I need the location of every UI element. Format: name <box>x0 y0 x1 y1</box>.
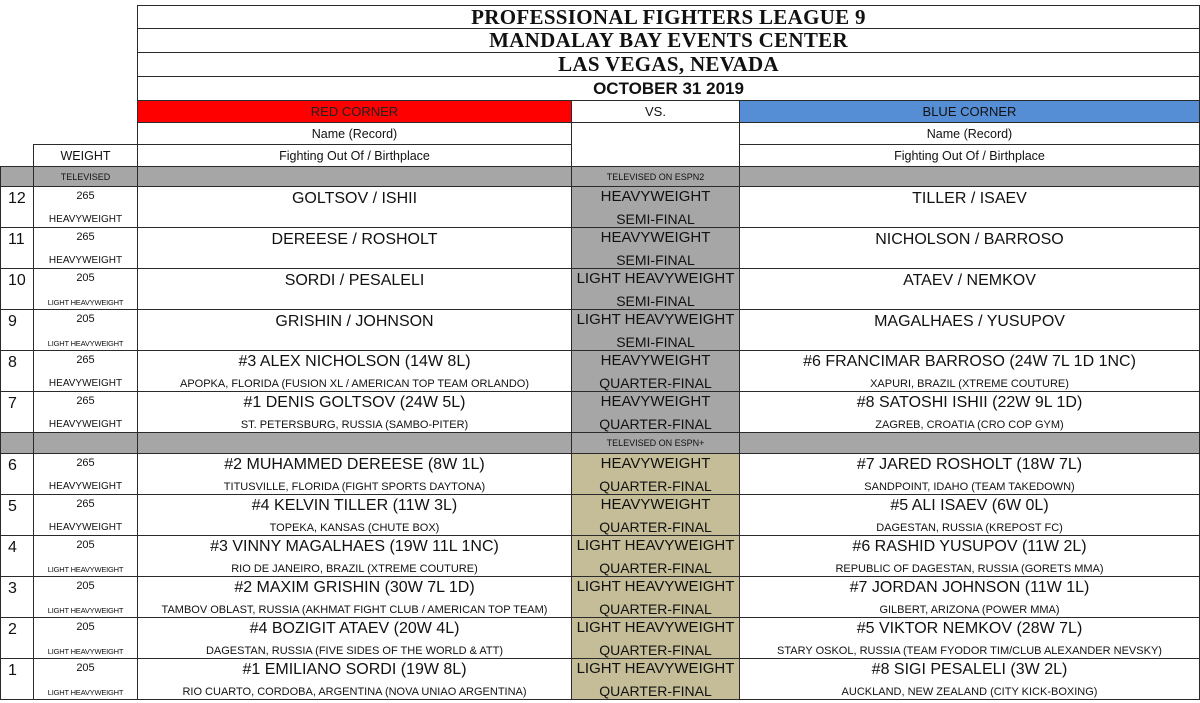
weight-class: LIGHT HEAVYWEIGHT <box>47 606 124 615</box>
weight-limit: 265 <box>76 498 95 510</box>
red-fighter-from: APOPKA, FLORIDA (FUSION XL / AMERICAN TOP TEAM ORLANDO) <box>179 378 530 390</box>
weight-class: HEAVYWEIGHT <box>48 419 123 430</box>
blue-corner-fighter <box>739 268 1200 310</box>
blue-fighter-name: #5 ALI ISAEV (6W 0L) <box>890 497 1049 514</box>
bout-number-text: 5 <box>8 498 17 515</box>
round-label: QUARTER-FINAL <box>599 375 712 391</box>
blue-corner-fighter <box>739 391 1200 433</box>
red-fighter-from: TITUSVILLE, FLORIDA (FIGHT SPORTS DAYTONA) <box>223 481 486 493</box>
bout-number <box>0 535 34 577</box>
blue-fighter-name: TILLER / ISAEV <box>912 190 1027 207</box>
blue-corner-fighter <box>739 186 1200 228</box>
bout-weight <box>33 658 138 700</box>
division-label: HEAVYWEIGHT <box>600 393 711 410</box>
division-label: HEAVYWEIGHT <box>600 229 711 246</box>
blue-fighter-from: STARY OSKOL, RUSSIA (TEAM FYODOR TIM/CLUB ALEXANDER NEVSKY) <box>777 645 1162 657</box>
bout-number <box>0 453 34 495</box>
round-label: SEMI-FINAL <box>616 293 695 309</box>
vs-header <box>571 100 740 123</box>
weight-limit: 205 <box>76 621 95 633</box>
weight-header <box>33 144 138 167</box>
blue-corner-fighter <box>739 535 1200 577</box>
red-fighter-name: SORDI / PESALELI <box>284 272 425 289</box>
division-label: HEAVYWEIGHT <box>600 188 711 205</box>
round-label: QUARTER-FINAL <box>599 478 712 494</box>
vs-blank-header <box>571 122 740 167</box>
division-label: LIGHT HEAVYWEIGHT <box>576 311 735 328</box>
blue-fighting-out-of-header <box>739 144 1200 167</box>
blue-corner-header <box>739 100 1200 123</box>
weight-limit: 205 <box>76 539 95 551</box>
red-name-record-label: Name (Record) <box>311 126 398 141</box>
red-fighter-name: #2 MAXIM GRISHIN (30W 7L 1D) <box>234 579 475 596</box>
division-label: HEAVYWEIGHT <box>600 496 711 513</box>
blue-corner-fighter <box>739 453 1200 495</box>
bout-number-text: 3 <box>8 580 17 597</box>
section-espn2-label <box>571 166 740 187</box>
weight-class: HEAVYWEIGHT <box>48 481 123 492</box>
bout-number-text: 6 <box>8 457 17 474</box>
blue-fighter-name: NICHOLSON / BARROSO <box>875 231 1064 248</box>
red-corner-fighter <box>137 494 572 536</box>
red-fighter-name: #3 ALEX NICHOLSON (14W 8L) <box>238 353 471 370</box>
bout-division <box>571 576 740 618</box>
blue-name-record-label: Name (Record) <box>926 126 1013 141</box>
blue-corner-fighter <box>739 576 1200 618</box>
weight-class: LIGHT HEAVYWEIGHT <box>47 647 124 656</box>
bout-weight <box>33 535 138 577</box>
bout-number-text: 7 <box>8 395 17 412</box>
round-label: SEMI-FINAL <box>616 252 695 268</box>
weight-class: HEAVYWEIGHT <box>48 378 123 389</box>
weight-limit: 265 <box>76 457 95 469</box>
section-espn2-red <box>137 166 572 187</box>
division-label: HEAVYWEIGHT <box>600 352 711 369</box>
event-date-text: OCTOBER 31 2019 <box>593 78 744 98</box>
blue-corner-fighter <box>739 494 1200 536</box>
blue-fighting-out-of-label: Fighting Out Of / Birthplace <box>894 148 1045 163</box>
red-fighter-from: RIO CUARTO, CORDOBA, ARGENTINA (NOVA UNIAO ARGENTINA) <box>182 686 527 698</box>
bout-division <box>571 494 740 536</box>
blue-corner-fighter <box>739 350 1200 392</box>
red-fighter-name: GOLTSOV / ISHII <box>291 190 418 207</box>
red-fighter-name: #4 BOZIGIT ATAEV (20W 4L) <box>249 620 460 637</box>
red-corner-fighter <box>137 350 572 392</box>
blue-fighter-name: #8 SIGI PESALELI (3W 2L) <box>871 661 1068 678</box>
bout-weight <box>33 309 138 351</box>
red-fighter-from: TAMBOV OBLAST, RUSSIA (AKHMAT FIGHT CLUB / AMERICAN TOP TEAM) <box>161 604 548 616</box>
blue-fighter-name: #8 SATOSHI ISHII (22W 9L 1D) <box>856 394 1083 411</box>
red-fighter-name: GRISHIN / JOHNSON <box>275 313 434 330</box>
bout-weight <box>33 350 138 392</box>
blue-fighter-name: #6 FRANCIMAR BARROSO (24W 7L 1D 1NC) <box>803 353 1136 370</box>
weight-class: HEAVYWEIGHT <box>48 522 123 533</box>
weight-limit: 265 <box>76 190 95 202</box>
round-label: SEMI-FINAL <box>616 211 695 227</box>
event-title-text: PROFESSIONAL FIGHTERS LEAGUE 9 <box>471 5 866 29</box>
bout-division <box>571 391 740 433</box>
division-label: LIGHT HEAVYWEIGHT <box>576 619 735 636</box>
weight-class: HEAVYWEIGHT <box>48 214 123 225</box>
round-label: SEMI-FINAL <box>616 334 695 350</box>
bout-number-text: 8 <box>8 354 17 371</box>
bout-number-text: 1 <box>8 662 17 679</box>
division-label: HEAVYWEIGHT <box>600 455 711 472</box>
red-corner-fighter <box>137 227 572 269</box>
bout-division <box>571 186 740 228</box>
bout-division <box>571 350 740 392</box>
weight-class: HEAVYWEIGHT <box>48 255 123 266</box>
bout-number-text: 9 <box>8 313 17 330</box>
bout-number-text: 10 <box>8 272 26 289</box>
bout-number <box>0 576 34 618</box>
red-corner-label: RED CORNER <box>310 104 399 119</box>
venue-text: MANDALAY BAY EVENTS CENTER <box>489 28 848 52</box>
weight-limit: 205 <box>76 313 95 325</box>
red-corner-fighter <box>137 453 572 495</box>
blue-corner-fighter <box>739 227 1200 269</box>
blue-fighter-name: MAGALHAES / YUSUPOV <box>874 313 1065 330</box>
televised-label: TELEVISED <box>60 171 111 182</box>
bout-division <box>571 535 740 577</box>
weight-class: LIGHT HEAVYWEIGHT <box>47 688 124 697</box>
red-name-record-header <box>137 122 572 145</box>
red-fighter-from: RIO DE JANEIRO, BRAZIL (XTREME COUTURE) <box>231 563 478 575</box>
blue-fighter-from: DAGESTAN, RUSSIA (KREPOST FC) <box>876 522 1063 534</box>
red-fighter-name: #1 DENIS GOLTSOV (24W 5L) <box>243 394 466 411</box>
blue-corner-label: BLUE CORNER <box>922 104 1017 119</box>
weight-label: WEIGHT <box>60 148 111 163</box>
red-fighter-name: #1 EMILIANO SORDI (19W 8L) <box>242 661 467 678</box>
bout-weight <box>33 268 138 310</box>
weight-limit: 265 <box>76 395 95 407</box>
bout-weight <box>33 391 138 433</box>
weight-class: LIGHT HEAVYWEIGHT <box>47 298 124 307</box>
blue-fighter-from: SANDPOINT, IDAHO (TEAM TAKEDOWN) <box>864 481 1075 493</box>
blue-fighter-from: GILBERT, ARIZONA (POWER MMA) <box>879 604 1060 616</box>
blue-fighter-name: #6 RASHID YUSUPOV (11W 2L) <box>852 538 1087 555</box>
bout-number <box>0 309 34 351</box>
red-corner-fighter <box>137 391 572 433</box>
venue-title <box>137 28 1200 53</box>
division-label: LIGHT HEAVYWEIGHT <box>576 270 735 287</box>
round-label: QUARTER-FINAL <box>599 642 712 658</box>
section-espnplus-left <box>33 432 138 454</box>
section-espn2-num <box>0 166 34 187</box>
bout-division <box>571 227 740 269</box>
blue-fighter-from: AUCKLAND, NEW ZEALAND (CITY KICK-BOXING) <box>841 686 1098 698</box>
bout-weight <box>33 617 138 659</box>
blue-corner-fighter <box>739 309 1200 351</box>
section-espn2-televised <box>33 166 138 187</box>
red-fighter-from: ST. PETERSBURG, RUSSIA (SAMBO-PITER) <box>240 419 469 431</box>
bout-division <box>571 268 740 310</box>
blue-name-record-header <box>739 122 1200 145</box>
bout-number-text: 12 <box>8 190 26 207</box>
bout-number <box>0 227 34 269</box>
section-espnplus-red <box>137 432 572 454</box>
vs-label: VS. <box>645 104 666 119</box>
bout-number <box>0 658 34 700</box>
bout-number <box>0 186 34 228</box>
bout-number-text: 2 <box>8 621 17 638</box>
red-fighter-from: DAGESTAN, RUSSIA (FIVE SIDES OF THE WORLD & ATT) <box>205 645 504 657</box>
location-text: LAS VEGAS, NEVADA <box>558 52 779 76</box>
bout-number-text: 11 <box>8 231 25 248</box>
weight-limit: 265 <box>76 231 95 243</box>
weight-class: LIGHT HEAVYWEIGHT <box>47 565 124 574</box>
round-label: QUARTER-FINAL <box>599 683 712 699</box>
blue-fighter-name: #7 JARED ROSHOLT (18W 7L) <box>856 456 1083 473</box>
bout-division <box>571 453 740 495</box>
bout-division <box>571 309 740 351</box>
bout-number <box>0 494 34 536</box>
bout-number <box>0 350 34 392</box>
round-label: QUARTER-FINAL <box>599 601 712 617</box>
bout-division <box>571 658 740 700</box>
round-label: QUARTER-FINAL <box>599 519 712 535</box>
bout-weight <box>33 494 138 536</box>
red-corner-fighter <box>137 658 572 700</box>
weight-limit: 205 <box>76 662 95 674</box>
event-title <box>137 5 1200 29</box>
section-espnplus-label <box>571 432 740 454</box>
red-fighting-out-of-header <box>137 144 572 167</box>
location-title <box>137 52 1200 77</box>
section-espn2-blue <box>739 166 1200 187</box>
bout-division <box>571 617 740 659</box>
blue-corner-fighter <box>739 658 1200 700</box>
event-date <box>137 76 1200 101</box>
red-corner-fighter <box>137 309 572 351</box>
blue-fighter-name: #7 JORDAN JOHNSON (11W 1L) <box>849 579 1090 596</box>
red-corner-fighter <box>137 186 572 228</box>
red-corner-fighter <box>137 576 572 618</box>
blue-corner-fighter <box>739 617 1200 659</box>
division-label: LIGHT HEAVYWEIGHT <box>576 578 735 595</box>
red-corner-fighter <box>137 268 572 310</box>
bout-weight <box>33 453 138 495</box>
round-label: QUARTER-FINAL <box>599 416 712 432</box>
round-label: QUARTER-FINAL <box>599 560 712 576</box>
blue-fighter-from: ZAGREB, CROATIA (CRO COP GYM) <box>875 419 1064 431</box>
red-corner-fighter <box>137 535 572 577</box>
division-label: LIGHT HEAVYWEIGHT <box>576 660 735 677</box>
red-fighter-name: #4 KELVIN TILLER (11W 3L) <box>251 497 458 514</box>
bout-number <box>0 391 34 433</box>
bout-weight <box>33 576 138 618</box>
section-espnplus-blue <box>739 432 1200 454</box>
televised-espnplus-label: TELEVISED ON ESPN+ <box>606 438 705 448</box>
blue-fighter-from: XAPURI, BRAZIL (XTREME COUTURE) <box>870 378 1069 390</box>
section-espnplus-num <box>0 432 34 454</box>
blue-fighter-name: #5 VIKTOR NEMKOV (28W 7L) <box>856 620 1083 637</box>
blue-fighter-name: ATAEV / NEMKOV <box>903 272 1036 289</box>
bout-weight <box>33 186 138 228</box>
red-fighter-name: #2 MUHAMMED DEREESE (8W 1L) <box>224 456 485 473</box>
blue-fighter-from: REPUBLIC OF DAGESTAN, RUSSIA (GORETS MMA) <box>835 563 1104 575</box>
red-fighter-from: TOPEKA, KANSAS (CHUTE BOX) <box>269 522 440 534</box>
weight-limit: 265 <box>76 354 95 366</box>
division-label: LIGHT HEAVYWEIGHT <box>576 537 735 554</box>
televised-espn2-label: TELEVISED ON ESPN2 <box>606 171 705 182</box>
red-fighter-name: DEREESE / ROSHOLT <box>271 231 438 248</box>
weight-limit: 205 <box>76 272 95 284</box>
red-corner-header <box>137 100 572 123</box>
red-fighting-out-of-label: Fighting Out Of / Birthplace <box>279 148 430 163</box>
weight-limit: 205 <box>76 580 95 592</box>
bout-weight <box>33 227 138 269</box>
weight-class: LIGHT HEAVYWEIGHT <box>47 339 124 348</box>
red-corner-fighter <box>137 617 572 659</box>
bout-number-text: 4 <box>8 539 17 556</box>
bout-number <box>0 268 34 310</box>
bout-number <box>0 617 34 659</box>
red-fighter-name: #3 VINNY MAGALHAES (19W 11L 1NC) <box>210 538 499 555</box>
